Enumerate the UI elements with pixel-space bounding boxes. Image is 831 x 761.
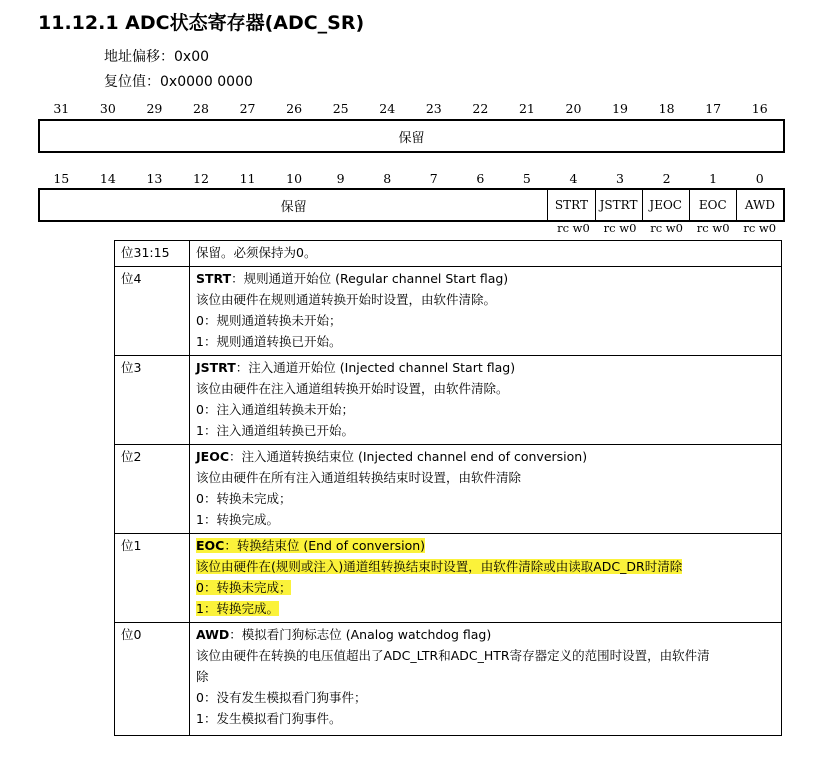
access-type: rc w0: [557, 221, 590, 235]
bit-number: 0: [755, 171, 764, 186]
bit-cell: 位2: [115, 445, 190, 534]
bit-number: 11: [239, 171, 256, 186]
field-name: STRT: [196, 271, 232, 286]
desc-line: 该位由硬件在所有注入通道组转换结束时设置，由软件清除: [196, 470, 522, 485]
bit-number: 13: [146, 171, 163, 186]
field-name: AWD: [196, 627, 230, 642]
bit-number: 10: [286, 171, 303, 186]
desc-title: [196, 268, 775, 289]
highlight-mark: 该位由硬件在(规则或注入)通道组转换结束时设置，由软件清除或由读取ADC_DR时清除: [196, 559, 683, 574]
access-pad: [38, 221, 550, 237]
table-row: [115, 267, 782, 356]
bit-number: 7: [429, 171, 438, 186]
bit-number: 8: [383, 171, 392, 186]
bit-number: 21: [518, 101, 535, 116]
reset-value: 复位值：0x0000 0000: [104, 74, 253, 90]
access-row: [38, 221, 783, 237]
access-type: rc w0: [743, 221, 777, 235]
bit-number: 31: [53, 101, 70, 116]
bit-number: 14: [99, 171, 116, 186]
bit-number: 6: [476, 171, 485, 186]
field-jeoc: JEOC: [642, 190, 689, 220]
bit-number: 19: [612, 101, 628, 116]
field-awd: AWD: [736, 190, 783, 220]
bit-numbers-high: [38, 101, 783, 117]
register-low-row: [38, 188, 785, 222]
field-name: JSTRT: [196, 360, 236, 375]
access-type: rc w0: [603, 221, 637, 235]
desc-line: 1：发生模拟看门狗事件。: [196, 711, 342, 726]
highlight-mark: 0：转换未完成；: [196, 580, 292, 595]
bit-number: 17: [705, 101, 722, 116]
bit-number: 28: [193, 101, 209, 116]
bit-number: 26: [286, 101, 303, 116]
bit-number: 4: [569, 171, 578, 186]
field-name: EOC: [196, 538, 225, 553]
bit-number: 9: [336, 171, 345, 186]
bit-number: 24: [379, 101, 396, 116]
desc-title: [196, 624, 775, 645]
desc-cell: [190, 241, 782, 267]
address-offset: 地址偏移：0x00: [104, 49, 210, 65]
bit-description-table: [114, 240, 782, 736]
desc-line: 该位由硬件在规则通道转换开始时设置，由软件清除。: [196, 292, 497, 307]
desc-cell: [190, 267, 782, 356]
desc-line: 0：注入通道组转换未开始；: [196, 402, 354, 417]
desc-cell: [190, 534, 782, 623]
desc-line: 该位由硬件在注入通道组转换开始时设置，由软件清除。: [196, 381, 509, 396]
table-row: [115, 623, 782, 736]
desc-line: 1：转换完成。: [196, 512, 279, 527]
access-type: rc w0: [696, 221, 730, 235]
bit-number: 30: [99, 101, 116, 116]
reserved-field-high: 保留: [398, 130, 425, 146]
field-title: ：模拟看门狗标志位 (Analog watchdog flag): [229, 627, 492, 642]
bit-number: 1: [709, 171, 718, 186]
bit-number: 3: [616, 171, 624, 186]
desc-line: [196, 577, 775, 598]
field-title: ：规则通道开始位 (Regular channel Start flag): [231, 271, 509, 286]
bit-cell: 位1: [115, 534, 190, 623]
bit-number: 23: [425, 101, 442, 116]
bit-number: 18: [658, 101, 675, 116]
desc-line: [196, 598, 775, 619]
desc-title: [196, 535, 775, 556]
bit-number: 2: [662, 171, 671, 186]
bit-number: 16: [751, 101, 768, 116]
bit-cell: 位3: [115, 356, 190, 445]
bit-number: 29: [146, 101, 163, 116]
bit-number: 27: [239, 101, 256, 116]
table-row: [115, 241, 782, 267]
bit-number: 20: [565, 101, 582, 116]
field-strt: STRT: [547, 190, 594, 220]
bit-number: 12: [193, 171, 209, 186]
bit-number: 5: [522, 171, 531, 186]
desc-line: 1：注入通道组转换已开始。: [196, 423, 354, 438]
desc-cell: [190, 445, 782, 534]
desc-line: 1：规则通道转换已开始。: [196, 334, 342, 349]
highlight-mark: 1：转换完成。: [196, 601, 279, 616]
desc-title: [196, 357, 775, 378]
table-row: [115, 445, 782, 534]
field-jstrt: JSTRT: [595, 190, 642, 220]
desc-line: 0：规则通道转换未开始；: [196, 313, 342, 328]
desc-title: 保留。必须保持为0。: [196, 245, 317, 260]
desc-cell: [190, 356, 782, 445]
desc-line: 0：没有发生模拟看门狗事件；: [196, 690, 367, 705]
bit-cell: 位0: [115, 623, 190, 736]
desc-cell: [190, 623, 782, 736]
reserved-field-low: 保留: [280, 199, 307, 215]
bit-cell: 位4: [115, 267, 190, 356]
field-title: ：转换结束位 (End of conversion): [224, 538, 426, 553]
desc-line: 0：转换未完成；: [196, 491, 292, 506]
register-high-row: [38, 119, 785, 153]
desc-line: 除: [196, 669, 209, 684]
access-type: rc w0: [650, 221, 683, 235]
table-row: [115, 534, 782, 623]
field-name: JEOC: [196, 449, 229, 464]
bit-number: 25: [332, 101, 349, 116]
bit-number: 22: [472, 101, 489, 116]
desc-title: [196, 446, 775, 467]
field-eoc: EOC: [689, 190, 736, 220]
bit-number: 15: [53, 171, 70, 186]
field-title: ：注入通道转换结束位 (Injected channel end of conversion): [229, 449, 588, 464]
bit-cell: 位31:15: [115, 241, 190, 267]
highlight-mark: [196, 538, 425, 553]
desc-line: [196, 556, 775, 577]
bit-numbers-low: [38, 171, 783, 187]
field-title: ：注入通道开始位 (Injected channel Start flag): [235, 360, 516, 375]
table-row: [115, 356, 782, 445]
section-title: 11.12.1 ADC状态寄存器(ADC_SR): [38, 12, 365, 34]
desc-line: 该位由硬件在转换的电压值超出了ADC_LTR和ADC_HTR寄存器定义的范围时设置，由软件清: [196, 648, 710, 663]
